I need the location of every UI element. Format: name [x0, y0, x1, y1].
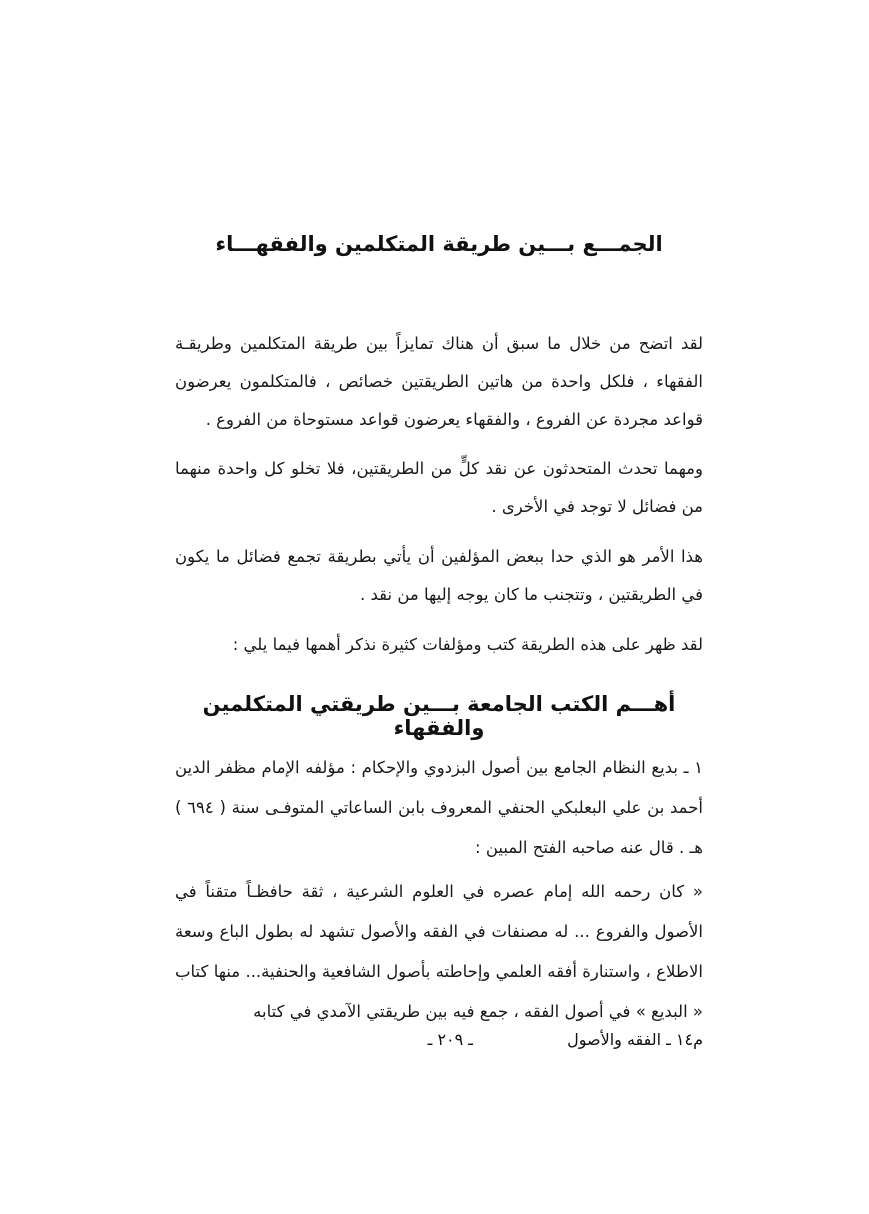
paragraph-text: لقد ظهر على هذه الطريقة كتب ومؤلفات كثيرة نذكر أهمها فيما يلي :: [232, 635, 703, 654]
quotation-text: « كان رحمه الله إمام عصره في العلوم الشرعية ، ثقة حافظـاً متقناً في الأصول والفروع ... له مصنفات في الفقه والأصول تشهد له بطول الباع وسعة الاطلاع ، واستنارة أفقه العلمي وإحاطته بأصول الشافعية والحنفية... منها كتاب « البديع » في أصول الفقه ، جمع فيه بين طريقتي الآمدي في كتابه: [175, 882, 703, 1021]
paragraph-text: ومهما تحدث المتحدثون عن نقد كلٍّ من الطريقتين، فلا تخلو كل واحدة منهما من فضائل لا توجد في الأخرى .: [175, 459, 703, 516]
paragraph-intro-books: [175, 626, 703, 664]
paragraph-distinction: [175, 325, 703, 439]
quotation-block: [175, 872, 703, 1032]
paragraph-combined-method: [175, 538, 703, 614]
paragraph-text: هذا الأمر هو الذي حدا ببعض المؤلفين أن يأتي بطريقة تجمع فضائل ما يكون في الطريقتين ، وتتجنب ما كان يوجه إليها من نقد .: [175, 547, 703, 604]
section-heading-combining-methods: الجمـــع بـــين طريقة المتكلمين والفقهـــاء: [215, 232, 663, 256]
page-number: ـ ٢٠٩ ـ: [427, 1030, 473, 1049]
paragraph-text: لقد اتضح من خلال ما سبق أن هناك تمايزاً بين طريقة المتكلمين وطريقـة الفقهاء ، فلكل واحدة من هاتين الطريقتين خصائص ، فالمتكلمون يعرضون قواعد مجردة عن الفروع ، والفقهاء يعرضون قواعد مستوحاة من الفروع .: [175, 334, 703, 429]
page-footer: [175, 1030, 703, 1060]
list-item-text: ١ ـ بديع النظام الجامع بين أصول البزدوي والإحكام : مؤلفه الإمام مظفر الدين أحمد بن علي البعلبكي الحنفي المعروف بابن الساعاتي المتوفـى سنة ( ٦٩٤ ) هـ . قال عنه صاحبه الفتح المبين :: [175, 758, 703, 857]
list-item-badi-al-nizam: [175, 748, 703, 868]
section-heading-important-books: أهـــم الكتب الجامعة بـــين طريقتي المتكلمين والفقهاء: [202, 692, 676, 740]
footer-signature: م١٤ ـ الفقه والأصول: [567, 1030, 703, 1049]
paragraph-criticism: [175, 450, 703, 526]
